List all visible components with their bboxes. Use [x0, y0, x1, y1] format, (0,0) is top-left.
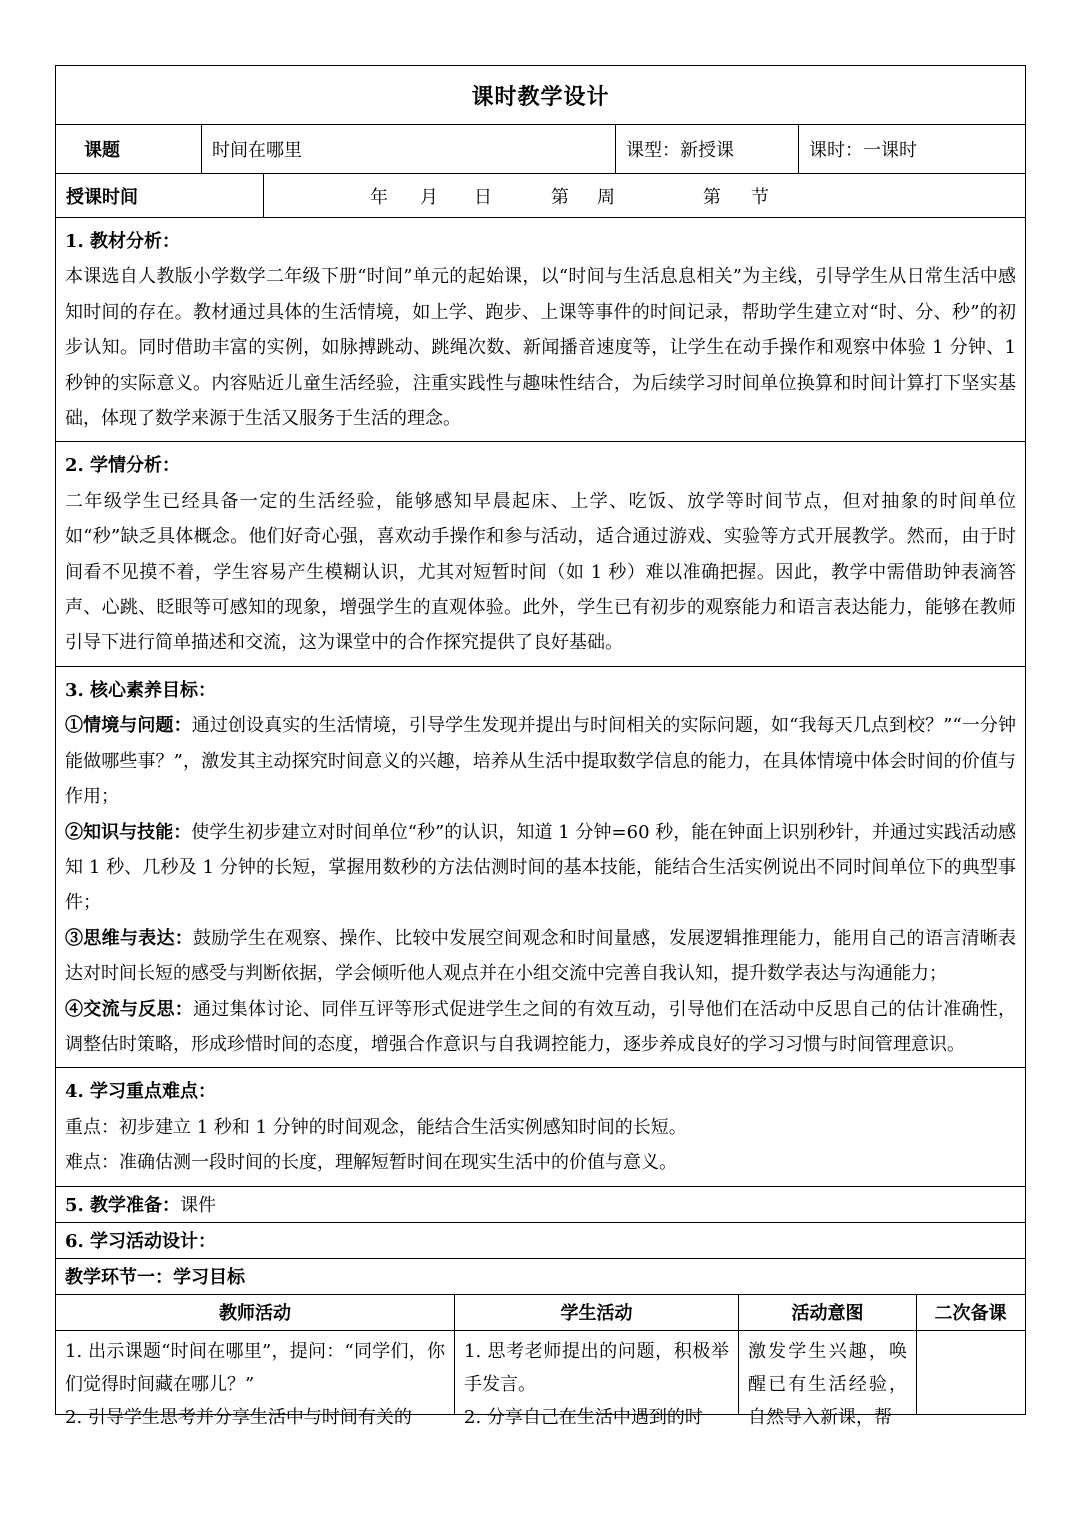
textbook-body: 本课选自人教版小学数学二年级下册“时间”单元的起始课，以“时间与生活息息相关”为主线，引导学生从日常生活中感知时间的存在。教材通过具体的生活情境，如上学、跑步、上课等事件的时间记录，帮助学生建立对“时、分、秒”的初步认知。同时借助丰富的实例，如脉搏跳动、跳绳次数、新闻播音速度等，让学生在动手操作和观察中体验 1 分钟、1 秒钟的实际意义。内容贴近儿童生活经验，注重实践性与趣味性结合，为后续学习时间单位换算和时间计算打下坚实基础，体现了数学来源于生活又服务于生活的理念。: [65, 266, 1016, 430]
schedule-value: [263, 174, 1024, 217]
student-item: 1. 思考老师提出的问题，积极举手发言。: [464, 1340, 729, 1395]
stage1-row: [56, 1258, 1025, 1294]
goal-text: 使学生初步建立对时间单位“秒”的认识，知道 1 分钟=60 秒，能在钟面上识别秒针，并通过实践活动感知 1 秒、几秒及 1 分钟的长短，掌握用数秒的方法估测时间的基本技能，能结合生活实例说出不同时间单位下的典型事件；: [65, 821, 1017, 914]
header-teacher: 教师活动: [219, 1303, 291, 1325]
students-heading: 2. 学情分析：: [65, 455, 181, 477]
topic-label: 课题: [84, 140, 120, 161]
lesson-type: 课型：新授课: [615, 125, 798, 173]
goal-label: ①情境与问题：: [65, 715, 192, 737]
schedule-section-prefix: 第: [703, 186, 721, 208]
goals-heading: 3. 核心素养目标：: [65, 679, 217, 701]
stage1-heading: 教学环节一：学习目标: [65, 1267, 245, 1289]
schedule-month: 月: [420, 186, 438, 208]
schedule-week: 周: [597, 186, 615, 208]
textbook-analysis: [56, 218, 1025, 441]
goal-text: 通过创设真实的生活情境，引导学生发现并提出与时间相关的实际问题，如“我每天几点到校？”“一分钟能做哪些事？”，激发其主动探究时间意义的兴趣，培养从生活中提取数学信息的能力，在具体情境中体会时间的价值与作用；: [65, 715, 1017, 808]
teacher-activity: [56, 1331, 454, 1428]
schedule-year: 年: [370, 186, 388, 208]
prep-value: 课件: [180, 1195, 217, 1217]
goals-row: [56, 666, 1025, 1067]
prep-heading: 5. 教学准备：: [65, 1195, 181, 1217]
student-item: 2. 分享自己在生活中遇到的时: [464, 1406, 703, 1428]
goal-text: 通过集体讨论、同伴互评等形式促进学生之间的有效互动，引导他们在活动中反思自己的估计准确性，调整估时策略，形成珍惜时间的态度，增强合作意识与自我调控能力，逐步养成良好的学习习惯与时间管理意识。: [65, 998, 1016, 1055]
design-row: [56, 1222, 1025, 1258]
students-body: 二年级学生已经具备一定的生活经验，能够感知早晨起床、上学、吃饭、放学等时间节点，但对抽象的时间单位如“秒”缺乏具体概念。他们好奇心强，喜欢动手操作和参与活动，适合通过游戏、实验等方式开展教学。然而，由于时间看不见摸不着，学生容易产生模糊认识，尤其对短暂时间（如 1 秒）难以准确把握。因此，教学中需借助钟表滴答声、心跳、眨眼等可感知的现象，增强学生的直观体验。此外，学生已有初步的观察能力和语言表达能力，能够在教师引导下进行简单描述和交流，这为课堂中的合作探究提供了良好基础。: [65, 490, 1016, 654]
goal-label: ③思维与表达：: [65, 927, 194, 949]
goal-item: [65, 815, 1016, 921]
core-goals: [56, 667, 1025, 1067]
intent-text: 激发学生兴趣，唤醒已有生活经验，自然导入新课，帮: [748, 1340, 907, 1428]
lesson-plan-table: [55, 65, 1026, 1428]
page-title: 课时教学设计: [471, 83, 610, 110]
textbook-analysis-row: [56, 217, 1025, 441]
header-student: 学生活动: [454, 1295, 738, 1330]
focus-text: 重点：初步建立 1 秒和 1 分钟的时间观念，能结合生活实例感知时间的长短。: [65, 1116, 687, 1138]
difficulty-text: 难点：准确估测一段时间的长度，理解短暂时间在现实生活中的价值与意义。: [65, 1152, 677, 1174]
schedule-label: 授课时间: [66, 186, 138, 208]
key-points: [56, 1068, 1025, 1185]
design-heading: 6. 学习活动设计：: [65, 1231, 217, 1253]
goal-label: ②知识与技能：: [65, 821, 192, 843]
activity-row: [56, 1330, 1025, 1428]
topic-row: [56, 124, 1025, 173]
keypoints-row: [56, 1067, 1025, 1185]
textbook-heading: 1. 教材分析：: [65, 231, 181, 252]
lesson-period: 课时：一课时: [798, 125, 1024, 173]
teacher-item: 2. 引导学生思考并分享生活中与时间有关的: [65, 1406, 412, 1428]
topic-value: 时间在哪里: [201, 125, 615, 173]
goal-item: [65, 992, 1016, 1063]
schedule-day: 日: [474, 186, 492, 208]
goal-item: [65, 921, 1016, 992]
revision-notes: [916, 1331, 1024, 1414]
activity-header-row: [56, 1294, 1025, 1330]
header-revision: 二次备课: [916, 1295, 1024, 1330]
teacher-item: 1. 出示课题“时间在哪里”，提问：“同学们，你们觉得时间藏在哪儿？”: [65, 1340, 445, 1395]
title-row: [56, 66, 1025, 124]
prep-row: [56, 1186, 1025, 1222]
keypoints-heading: 4. 学习重点难点：: [65, 1081, 217, 1103]
header-intent: 活动意图: [738, 1295, 916, 1330]
goal-label: ④交流与反思：: [65, 998, 194, 1020]
goal-text: 鼓励学生在观察、操作、比较中发展空间观念和时间量感，发展逻辑推理能力，能用自己的语言清晰表达对时间长短的感受与判断依据，学会倾听他人观点并在小组交流中完善自我认知，提升数学表达与沟通能力；: [65, 927, 1016, 985]
schedule-week-prefix: 第: [551, 186, 569, 208]
schedule-row: [56, 173, 1025, 217]
student-activity: [454, 1331, 738, 1428]
student-analysis: [56, 442, 1025, 665]
schedule-section: 节: [751, 186, 769, 208]
goal-item: [65, 708, 1016, 814]
activity-intent: [738, 1331, 916, 1428]
student-analysis-row: [56, 441, 1025, 665]
